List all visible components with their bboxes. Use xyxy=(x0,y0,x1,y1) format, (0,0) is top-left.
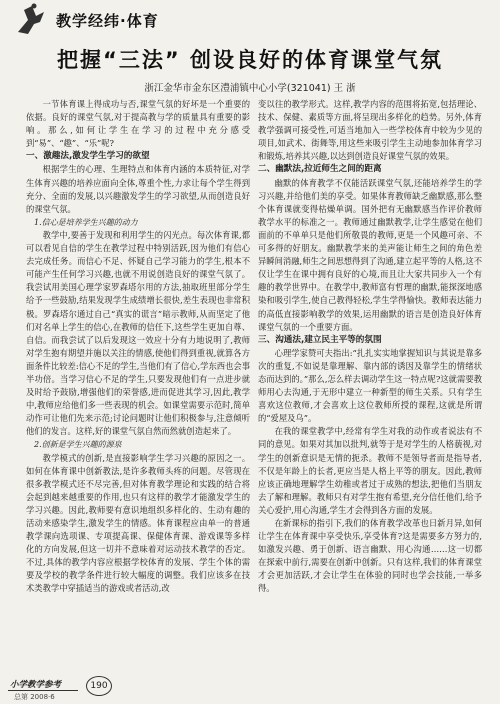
paragraph: 教学中,要善于发现和利用学生的闪光点。每次体育课,都可以看见自信的学生在教学过程中特别活跃,因为他们有信心去完成任务。而信心不足、怀疑自己学习能力的学生,根本不可能产生任何学习兴趣,也就不用说创造良好的课堂气氛了。我尝试用美国心理学家罗森塔尔用的方法,抽取班里部分学生给予一些鼓励,结果发现学生成绩增长很快,差生表现也非常积极。罗森塔尔通过自己“真实的谎言”暗示教师,从而坚定了他们对名单上学生的信心,在教师的信任下,这些学生更加自尊、自信。而我尝试了以后发现这一效应十分有力地说明了,教师对学生抱有期望并施以关注的情感,使他们得到重视,就算各方面条件比较差:信心不足的学生,当他们有了信心,学东西也会事半功倍。当学习信心不足的学生,只要发现他们有一点进步就及时给予鼓励,增强他们的荣誉感,进而促进其学习,因此,教学中,教师应给他们多一些表现的机会。如课堂需要示范时,简单动作可让他们先来示范;讨论问题时让他们积极参与,注意倾听他们的发言。这样,好的课堂气氛自然而然就创造起来了。 xyxy=(26,229,250,437)
left-column xyxy=(26,98,250,596)
section-heading: 三、沟通法,建立民主平等的氛围 xyxy=(258,334,382,345)
right-column xyxy=(258,98,482,596)
section-heading: 二、幽默法,拉近师生之间的距离 xyxy=(258,164,382,175)
subsection-heading: 1.信心是培养学生兴趣的动力 xyxy=(34,217,138,227)
page-number: 190 xyxy=(86,676,112,696)
paragraph: 幽默的体育教学不仅能活跃课堂气氛,还能培养学生的学习兴趣,并给他们美的享受。如果体育教师缺乏幽默感,那么整个体育课就变得枯燥单调。国外把有无幽默感当作评价教师教学水平的标准之一。教师通过幽默教学,让学生感觉在他们面前的不单单只是他们所敬畏的教师,更是一个风趣可亲、不可多得的好朋友。幽默教学来的美声能让师生之间的角色差异瞬间消融,师生之间思想得到了沟通,建立起平等的人格,这不仅让学生在课中拥有良好的心境,而且让大家共同步入一个有趣的教学世界中。在教学中,教师富有哲理的幽默,能探深地感染和吸引学生,使自己教得轻松,学生学得愉快。教师表达能力的高低直接影响教学的效果,运用幽默的语言是创造良好体育课堂气氛的一个重要方面。 xyxy=(258,177,482,332)
paragraph: 在我的课堂教学中,经常有学生对我的动作或者说法有不同的意见。如果对其加以批判,就等于是对学生的人格藐视,对学生的创新意识是无情的扼杀。教师不是领导者而是指导者,不仅是年龄上的长者,更应当是人格上平等的朋友。因此,教师应该正确地理解学生幼稚或者过于成熟的想法,把他们当朋友去了解和理解。教师只有对学生抱有希望,充分信任他们,给予关心爱护,用心沟通,学生才会得到各方面的发展。 xyxy=(258,426,482,515)
column-tag: 教学经纬·体育 xyxy=(56,12,159,30)
page-header xyxy=(0,0,500,40)
magazine-name: 小学教学参考 xyxy=(10,680,62,690)
footer-rule xyxy=(8,690,78,691)
paragraph: 心理学家赞可夫指出:“扎扎实实地掌握知识与其说是靠多次的重复,不如说是靠理解、靠内部的诱因及靠学生的情绪状态而达到的。”那么,怎么样去调动学生这一特点呢?这就需要教师用心去沟通,于无形中建立一种新型的师生关系。只有学生喜欢这位教师,才会喜欢上这位教师所授的课程,这就是所谓的“爱屋及乌”。 xyxy=(258,347,482,424)
article-title: 把握“三法” 创设良好的体育课堂气氛 xyxy=(57,48,443,72)
subsection-heading: 2.创新是学生兴趣的源泉 xyxy=(34,440,122,450)
athlete-silhouette-icon xyxy=(14,2,48,36)
section-heading: 一、激趣法,激发学生学习的欲望 xyxy=(26,151,150,162)
page-footer xyxy=(0,670,500,704)
paragraph: 教学模式的创新,是直接影响学生学习兴趣的原因之一。如何在体育课中创新教法,是许多教师头疼的问题。尽管现在很多教学模式还不尽完善,但对体育教学理论和实践的结合将会起到越来越重要的作用,也只有这样的教学才能激发学生的学习兴趣。因此,教师要有意识地组织多样化的、生动有趣的活动来感染学生,激发学生的情感。体育课程应由单一的普通教学课向选项课、专项提高课、保健体育课、游戏课等多样化的方向发展,但这一切并不意味着对运动技术教学的否定。不过,具体的教学内容应根据学校体育的发展、学生个体的需要及学校的教学条件进行较大幅度的调整。我们应该多在技术类教学中穿插适当的游戏或者活动,改 xyxy=(26,452,250,594)
paragraph: 根据学生的心理、生理特点和体育内涵的本质特征,对学生体育兴趣的培养应面向全体,尊重个性,力求让每个学生得到充分、全面的发展,以兴趣激发学生的学习欲望,从而创造良好的课堂气氛。 xyxy=(26,164,250,214)
paragraph: 变以往的教学形式。这样,教学内容的范围将拓宽,包括理论、技术、保健、素质等方面,将呈现出多样化的趋势。另外,体育教学强调可接受性,可适当地加入一些学校体育中较为少见的项目,如武术、街舞等,用这些来吸引学生主动地参加体育学习和锻炼,培养其兴趣,以达到创造良好课堂气氛的效果。 xyxy=(258,99,482,162)
paragraph: 一节体育课上得成功与否,课堂气氛的好坏是一个重要的依据。良好的课堂气氛,对于提高教与学的质量具有重要的影响。那么,如何让学生在学习的过程中充分感受到“易”、“趣”、“乐”呢? xyxy=(26,99,250,149)
issue-number: 总第 2008·6 xyxy=(14,693,55,701)
article-byline: 浙江金华市金东区澧浦镇中心小学(321041) 王 浙 xyxy=(144,83,356,94)
paragraph: 在新课标的指引下,我们的体育教学改革也日新月异,如何让学生在体育课中享受快乐,享受体育?这是需要多方努力的,如激发兴趣、勇于创新、语言幽默、用心沟通……这一切都在探索中前行,需要在创新中创新。只有这样,我们的体育课堂才会更加活跃,才会让学生在体验的同时也学会技能,一举多得。 xyxy=(258,518,482,594)
